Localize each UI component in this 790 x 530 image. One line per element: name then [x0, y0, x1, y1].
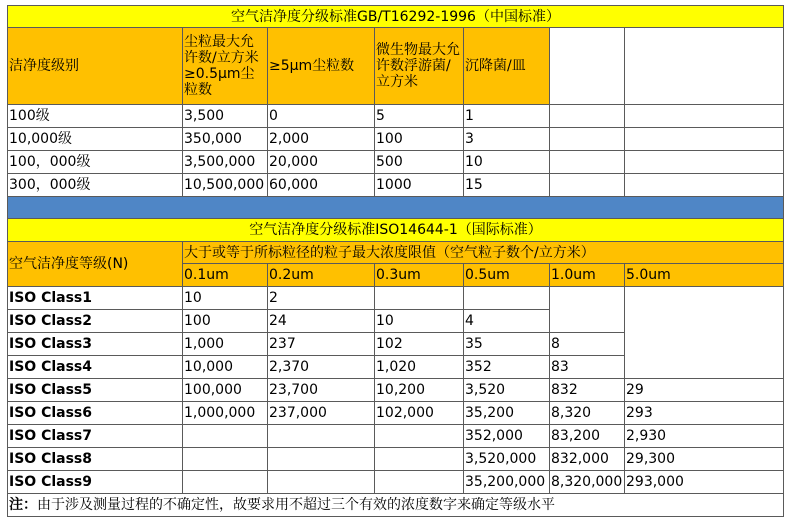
gb-empty-cell — [550, 28, 625, 105]
gb-table-title: 空气洁净度分级标准GB/T16292-1996（中国标准） — [8, 6, 784, 28]
gb-header-level: 洁净度级别 — [8, 28, 183, 105]
iso-cell: 293,000 — [625, 471, 784, 494]
iso-cell — [625, 287, 784, 379]
iso-cell: 10 — [375, 310, 464, 333]
gb-header-airborne-microbes: 微生物最大允许数浮游菌/立方米 — [375, 28, 464, 105]
iso-cell: 4 — [464, 310, 550, 333]
iso-cell: 8 — [550, 333, 625, 356]
iso-cell: 23,700 — [268, 379, 375, 402]
iso-cell: 24 — [268, 310, 375, 333]
iso-cell: 2,930 — [625, 425, 784, 448]
note-text: 由于涉及测量过程的不确定性，故要求用不超过三个有效的浓度数字来确定等级水平 — [37, 497, 555, 513]
iso-cell: 1,000 — [183, 333, 268, 356]
iso-cell: 83 — [550, 356, 625, 379]
gb-cell: 1000 — [375, 174, 464, 197]
gb-header-particles-5: ≥5μm尘粒数 — [268, 28, 375, 105]
iso-cell: 100,000 — [183, 379, 268, 402]
gb-header-particles-05: 尘粒最大允许数/立方米≥0.5μm尘粒数 — [183, 28, 268, 105]
iso-cell — [268, 425, 375, 448]
iso-cell — [375, 471, 464, 494]
iso-size-header: 0.2um — [268, 264, 375, 287]
iso-cell: 83,200 — [550, 425, 625, 448]
gb-cell: 10,500,000 — [183, 174, 268, 197]
iso-cell: 100 — [183, 310, 268, 333]
gb-empty-cell — [550, 105, 625, 128]
iso-class-label: ISO Class3 — [8, 333, 183, 356]
gb-cell: 60,000 — [268, 174, 375, 197]
iso-cell: 29,300 — [625, 448, 784, 471]
iso-size-header: 0.5um — [464, 264, 550, 287]
gb-cell: 15 — [464, 174, 550, 197]
iso-cell — [464, 287, 550, 310]
iso-cell: 293 — [625, 402, 784, 425]
iso-cell: 352 — [464, 356, 550, 379]
iso-cell — [375, 448, 464, 471]
iso-cell: 237,000 — [268, 402, 375, 425]
gb-cell: 1 — [464, 105, 550, 128]
iso-class-label: ISO Class4 — [8, 356, 183, 379]
iso-cell: 35,200 — [464, 402, 550, 425]
gb-empty-cell — [550, 151, 625, 174]
gb-table-row — [8, 128, 784, 151]
gb-table-row — [8, 174, 784, 197]
gb-cell: 20,000 — [268, 151, 375, 174]
note-label: 注： — [9, 497, 37, 513]
iso-cell: 352,000 — [464, 425, 550, 448]
gb-cell: 500 — [375, 151, 464, 174]
gb-empty-cell — [550, 128, 625, 151]
iso-note — [8, 494, 784, 517]
gb-empty-cell — [550, 174, 625, 197]
iso-cell: 3,520,000 — [464, 448, 550, 471]
gb-empty-cell — [625, 174, 784, 197]
iso-cell: 10 — [183, 287, 268, 310]
iso-cell — [183, 448, 268, 471]
iso-table-title: 空气洁净度分级标准ISO14644-1（国际标准） — [8, 219, 784, 242]
gb-cell: 100，000级 — [8, 151, 183, 174]
gb-cell: 10 — [464, 151, 550, 174]
gb-cell: 0 — [268, 105, 375, 128]
iso-cell: 10,200 — [375, 379, 464, 402]
iso-cell: 35 — [464, 333, 550, 356]
iso-class-label: ISO Class5 — [8, 379, 183, 402]
gb-cell: 100 — [375, 128, 464, 151]
gb-cell: 3,500,000 — [183, 151, 268, 174]
gb-cell: 3,500 — [183, 105, 268, 128]
iso-size-header: 1.0um — [550, 264, 625, 287]
gb-header-settling-bacteria: 沉降菌/皿 — [464, 28, 550, 105]
iso-cell — [183, 425, 268, 448]
iso-cell: 832 — [550, 379, 625, 402]
gb-cell: 100级 — [8, 105, 183, 128]
iso-cell: 2,370 — [268, 356, 375, 379]
iso-table-row — [8, 448, 784, 471]
iso-cell: 832,000 — [550, 448, 625, 471]
iso-size-header: 0.3um — [375, 264, 464, 287]
gb-empty-cell — [625, 151, 784, 174]
iso-cell — [183, 471, 268, 494]
iso-class-label: ISO Class9 — [8, 471, 183, 494]
gb-cell: 350,000 — [183, 128, 268, 151]
iso-table-row — [8, 425, 784, 448]
iso-size-header: 0.1um — [183, 264, 268, 287]
iso-table-row — [8, 471, 784, 494]
iso-cell: 8,320,000 — [550, 471, 625, 494]
iso-cell: 35,200,000 — [464, 471, 550, 494]
iso-class-label: ISO Class1 — [8, 287, 183, 310]
iso-table-row — [8, 287, 784, 310]
gb-table-row — [8, 151, 784, 174]
iso-table-row — [8, 402, 784, 425]
iso-cell: 1,020 — [375, 356, 464, 379]
iso-cell — [375, 287, 464, 310]
gb-empty-cell — [625, 28, 784, 105]
iso-header-group: 大于或等于所标粒径的粒子最大浓度限值（空气粒子数个/立方米） — [183, 242, 784, 264]
gb-cell: 10,000级 — [8, 128, 183, 151]
iso-cell: 102 — [375, 333, 464, 356]
iso-cell — [268, 448, 375, 471]
iso-class-label: ISO Class2 — [8, 310, 183, 333]
iso-table-row — [8, 379, 784, 402]
iso-cell: 2 — [268, 287, 375, 310]
gb-empty-cell — [625, 105, 784, 128]
gb-cell: 300，000级 — [8, 174, 183, 197]
iso-class-label: ISO Class6 — [8, 402, 183, 425]
iso-cell — [375, 425, 464, 448]
gb-cell: 3 — [464, 128, 550, 151]
iso-cell — [550, 287, 625, 333]
cleanliness-standards-table — [7, 5, 784, 517]
iso-cell: 10,000 — [183, 356, 268, 379]
iso-class-label: ISO Class8 — [8, 448, 183, 471]
gb-table-row — [8, 105, 784, 128]
iso-cell: 237 — [268, 333, 375, 356]
iso-size-header: 5.0um — [625, 264, 784, 287]
iso-cell: 8,320 — [550, 402, 625, 425]
iso-class-label: ISO Class7 — [8, 425, 183, 448]
iso-cell — [268, 471, 375, 494]
iso-cell: 3,520 — [464, 379, 550, 402]
iso-header-level: 空气洁净度等级(N) — [8, 242, 183, 287]
gb-cell: 5 — [375, 105, 464, 128]
iso-cell: 29 — [625, 379, 784, 402]
section-separator — [8, 197, 784, 219]
iso-cell: 102,000 — [375, 402, 464, 425]
gb-cell: 2,000 — [268, 128, 375, 151]
gb-empty-cell — [625, 128, 784, 151]
iso-cell: 1,000,000 — [183, 402, 268, 425]
